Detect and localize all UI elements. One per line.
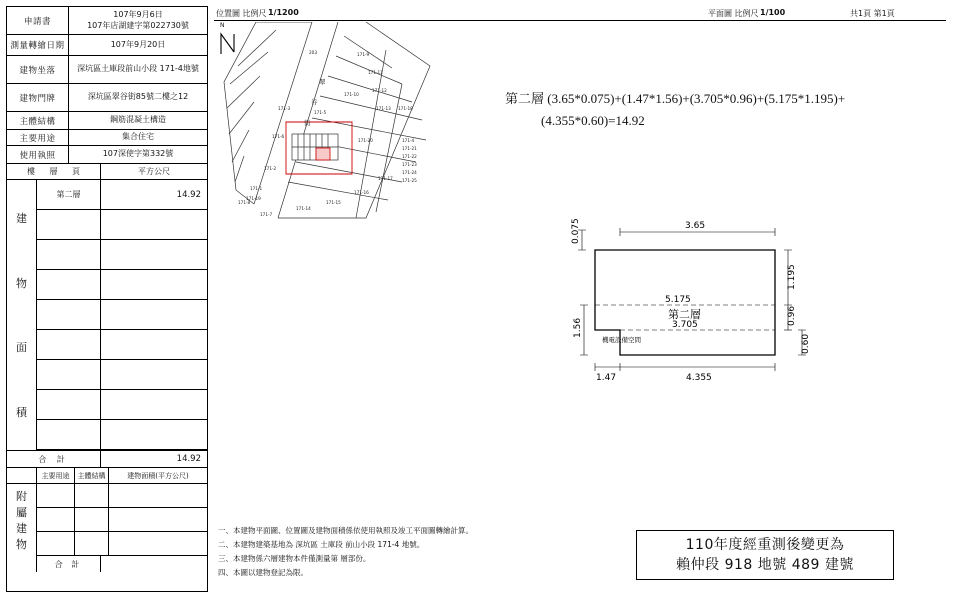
floor-cell [37,270,101,299]
area-grid [7,180,207,450]
floor-cell [37,360,101,389]
dim-1195: 1.195 [787,264,797,290]
side-label-char: 建 [16,522,27,535]
use-cell [37,484,75,507]
use-cell [37,508,75,531]
floor-cell [37,330,101,359]
area-cell [101,210,207,239]
stamp-line-1: 110年度經重測後變更為 [685,536,845,553]
side-label-char: 屬 [16,506,27,519]
row-label: 主要用途 [7,130,69,145]
table-row [7,146,207,164]
area-table-header [7,164,207,180]
table-row [37,300,207,330]
note-item: 二、本建物建築基地為 深坑區 土庫段 前山小段 171-4 地號。 [218,539,425,549]
svg-text:171-3: 171-3 [278,106,291,111]
row-label: 申請書 [7,7,69,34]
row-label: 測量轉繪日期 [7,35,69,55]
use-cell [37,532,75,555]
side-label-char: 面 [16,341,27,355]
location-map [216,22,431,222]
spacer [7,556,37,572]
svg-text:171-25: 171-25 [402,178,417,183]
row-value: 107年9月20日 [110,39,166,49]
svg-text:171-24: 171-24 [402,170,417,175]
column-header-floor: 樓 層 頁 [7,164,101,179]
dim-4355: 4.355 [686,373,712,380]
table-row [7,112,207,130]
side-label-char: 建 [16,212,27,226]
row-label: 使用執照 [7,146,69,163]
stamp-line-2: 賴仲段 918 地號 489 建號 [676,557,854,573]
plan-scale-value: 1/100 [760,8,786,17]
side-label-char: 積 [16,405,27,419]
dim-365: 3.65 [685,221,706,231]
svg-text:171-20: 171-20 [358,138,373,143]
dim-147: 1.47 [596,373,617,380]
header-divider [214,20,946,21]
svg-text:171-4: 171-4 [402,138,415,143]
svg-text:171-16: 171-16 [354,190,369,195]
svg-text:171-13: 171-13 [376,106,391,111]
table-row [7,35,207,56]
row-label: 主體結構 [7,112,69,129]
dim-060: 0.60 [801,333,811,354]
table-row [37,330,207,360]
attachment-table-header [7,468,207,484]
svg-text:171-23: 171-23 [402,162,417,167]
area-cell [109,532,207,555]
svg-text:171-12: 171-12 [372,88,387,93]
total-value [101,556,207,572]
attachment-side-label [7,484,37,556]
area-cell [101,300,207,329]
table-row [37,180,207,210]
floor-cell: 第二層 [37,180,101,209]
area-cell [101,240,207,269]
spacer [7,468,37,483]
application-number: 107年店湖建字第022730號 [87,20,189,30]
svg-text:171-17: 171-17 [378,176,393,181]
row-value [69,7,207,34]
svg-text:171-6: 171-6 [272,134,285,139]
svg-text:171-1: 171-1 [250,186,263,191]
dim-5175: 5.175 [665,295,691,305]
struct-cell [75,532,109,555]
page-info: 共1頁 第1頁 [850,9,895,18]
svg-text:171-22: 171-22 [402,154,417,159]
area-cell [101,390,207,419]
area-total-row [7,450,207,468]
column-header-use: 主要用途 [37,468,75,483]
svg-text:171-14: 171-14 [296,206,311,211]
note-item: 四、本圖以建物登記為限。 [218,567,308,577]
total-value: 14.92 [176,454,201,464]
table-row [37,210,207,240]
dim-3705: 3.705 [672,320,698,330]
row-value: 深坑區翠谷街85號二樓之12 [87,92,189,102]
side-label-char: 物 [16,538,27,551]
notes-list [218,524,578,580]
area-cell [101,360,207,389]
note-item: 一、本建物平面圖、位置圖及建物面積係依使用執照及竣工平面圖轉繪計算。 [218,526,473,535]
table-row [7,130,207,146]
remeasurement-stamp [636,530,894,580]
svg-text:街: 街 [304,119,311,127]
floor-label: 第二層 [668,308,701,321]
table-row [7,84,207,112]
area-cell [101,270,207,299]
inner-note: 機電設備空間 [602,336,641,344]
plan-scale-label: 平面圖 比例尺 [708,9,759,18]
table-row [7,56,207,84]
north-label: N [220,22,225,29]
floor-cell [37,300,101,329]
floor-cell [37,240,101,269]
side-label-char: 附 [16,490,27,503]
dim-156: 1.56 [573,317,583,338]
note-item: 三、本建物係六層建物本件僅測量第 層部份。 [218,553,371,563]
row-label: 建物門牌 [7,84,69,111]
location-scale-value: 1/1200 [268,8,299,17]
column-header-struct: 主體結構 [75,468,109,483]
area-cell [101,330,207,359]
table-row [37,484,207,508]
table-row [37,508,207,532]
struct-cell [75,508,109,531]
row-value: 深坑區土庫段前山小段 171-4地號 [77,64,199,74]
attachment-grid [7,484,207,556]
table-row [37,390,207,420]
area-cell [101,420,207,449]
area-cell [109,508,207,531]
area-formula [505,88,925,132]
svg-text:171-21: 171-21 [402,146,417,151]
table-row [37,240,207,270]
svg-text:171-9: 171-9 [357,52,370,57]
svg-text:171-11: 171-11 [368,70,383,75]
side-label-char: 物 [16,276,27,290]
area-side-label [7,180,37,450]
svg-text:171-7: 171-7 [260,212,273,217]
svg-text:203: 203 [309,50,317,55]
table-row [37,420,207,450]
svg-text:171-15: 171-15 [326,200,341,205]
svg-text:171-18: 171-18 [398,106,413,111]
dim-096: 0.96 [787,305,797,326]
floor-plan-diagram [560,210,860,380]
formula-line-2: (4.355*0.60)=14.92 [541,113,645,129]
area-cell: 14.92 [176,189,201,200]
svg-text:171-8: 171-8 [238,200,251,205]
row-label: 建物坐落 [7,56,69,83]
column-header-area: 平方公尺 [138,167,170,176]
table-row [37,360,207,390]
svg-text:翠: 翠 [319,78,326,86]
total-label: 合 計 [7,451,101,467]
formula-line-1: 第二層 (3.65*0.075)+(1.47*1.56)+(3.705*0.96)+(5.175*1.195)+ [505,91,846,106]
application-date: 107年9月6日 [113,9,163,19]
row-value: 鋼筋混凝土構造 [110,115,166,125]
table-row [7,7,207,35]
row-value: 107深使字第332號 [102,149,174,159]
svg-text:171-10: 171-10 [344,92,359,97]
row-value: 集合住宅 [122,132,154,142]
attachment-total-row [7,556,207,572]
floor-cell [37,390,101,419]
column-header-area: 建物面積(平方公尺) [127,471,189,480]
table-row [37,532,207,556]
area-cell [109,484,207,507]
floor-cell [37,210,101,239]
building-info-table [6,6,208,592]
svg-text:谷: 谷 [311,98,318,106]
svg-text:171-19: 171-19 [246,196,261,201]
total-label: 合 計 [37,556,101,572]
struct-cell [75,484,109,507]
dim-0075: 0.075 [571,218,581,244]
location-scale-label: 位置圖 比例尺 [216,9,267,18]
svg-text:171-2: 171-2 [264,166,277,171]
svg-text:171-5: 171-5 [314,110,327,115]
floor-cell [37,420,101,449]
table-row [37,270,207,300]
